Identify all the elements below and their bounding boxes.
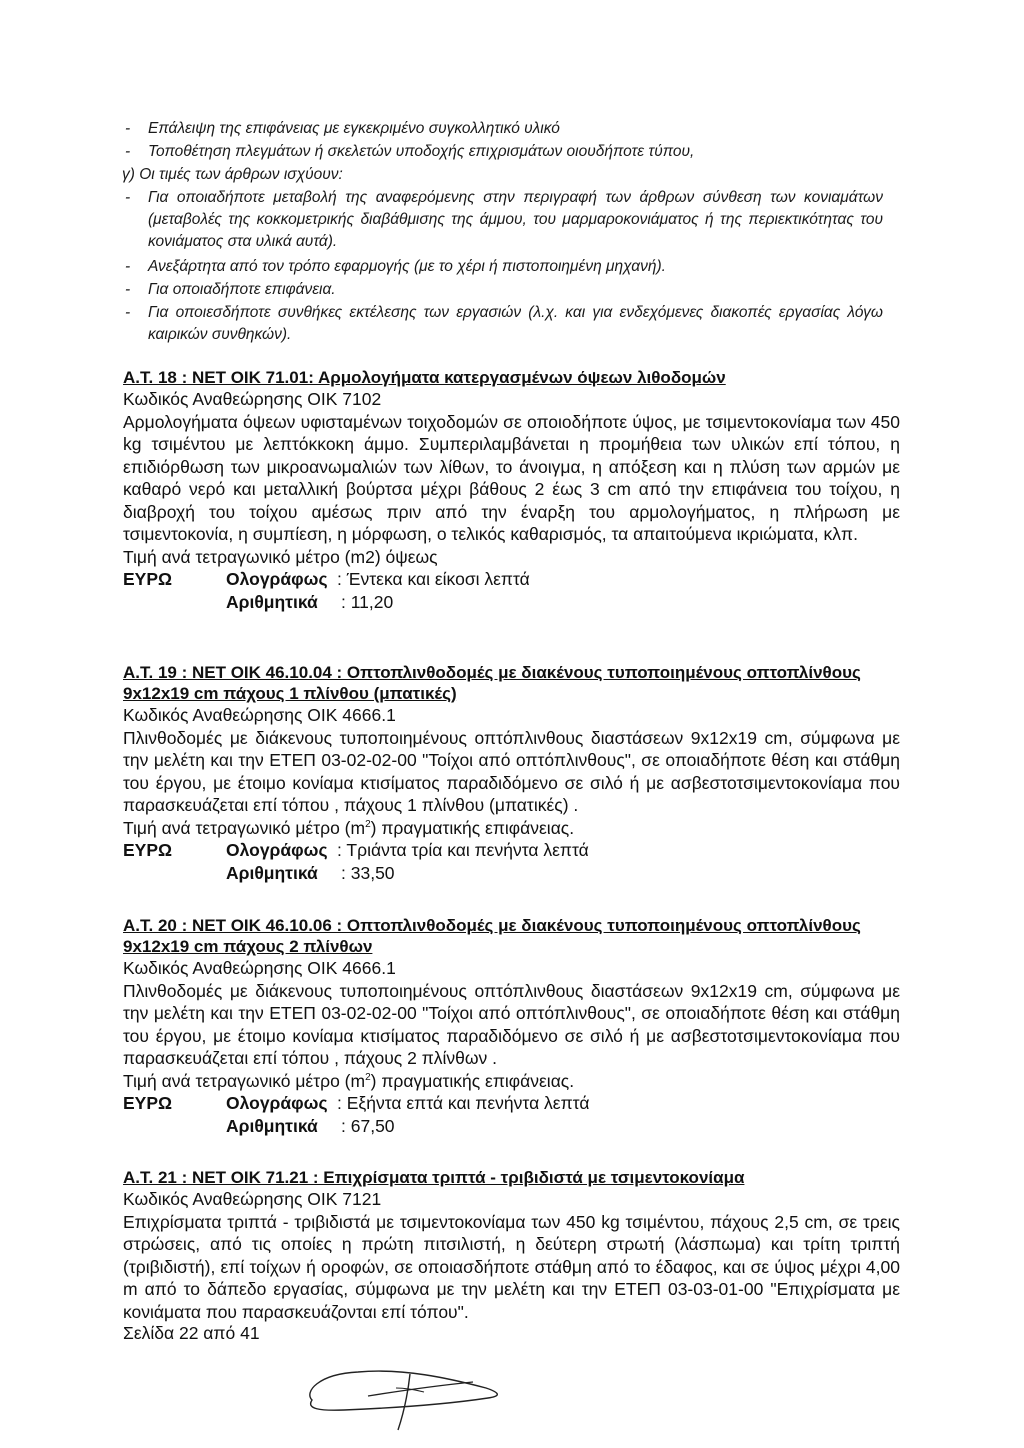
list-dash: - — [125, 189, 131, 206]
item-heading: Α.Τ. 19 : ΝΕΤ ΟΙΚ 46.10.04 : Οπτοπλινθοδομές με διακένους τυποποιημένους οπτοπλίνθους 9x12x19 cm πάχους 1 πλίνθου (μπατικές) — [123, 663, 861, 703]
currency-label: ΕΥΡΩ — [123, 840, 173, 860]
list-dash: - — [125, 281, 131, 298]
price-item — [123, 367, 900, 614]
revision-code: Κωδικός Αναθεώρησης ΟΙΚ 4666.1 — [123, 958, 396, 978]
item-description: Πλινθοδομές με διάκενους τυποποιημένους οπτόπλινθους διαστάσεων 9x12x19 cm, σύμφωνα με την μελέτη και την ΕΤΕΠ 03-02-02-00 "Τοίχοι από οπτόπλινθους", σε οποιαδήποτε θέση και στάθμη του έργου, με έτοιμο κονίαμα κτισίματος παραδιδόμενο σε σιλό ή με ασβεστοτσιμεντοκονίαμα που παρασκευάζεται επί τόπου , πάχους 2 πλίνθων . — [123, 980, 900, 1068]
price-block — [123, 568, 900, 614]
list-item: Επάλειψη της επιφάνειας με εγκεκριμένο συγκολλητικό υλικό — [148, 120, 560, 137]
list-item: Ανεξάρτητα από τον τρόπο εφαρμογής (με το χέρι ή πιστοποιημένη μηχανή). — [148, 258, 666, 275]
unit-line: Τιμή ανά τετραγωνικό μέτρο $(m^2)$ πραγματικής επιφάνειας. — [123, 817, 575, 838]
price-number: : 33,50 — [341, 863, 395, 883]
revision-code: Κωδικός Αναθεώρησης ΟΙΚ 4666.1 — [123, 705, 396, 725]
item-description: Αρμολογήματα όψεων υφισταμένων τοιχοδομών σε οποιοδήποτε ύψος, με τσιμεντοκονίαμα των 450 kg τσιμέντου με λεπτόκκοκη άμμο. Συμπεριλαμβάνεται η προμήθεια των υλικών επί τόπου, η επιδιόρθωση των μικροανωμαλιών των λίθων, το άνοιγμα, η απόξεση και η πλύση των αρμών με καθαρό νερό και μεταλλική βούρτσα μέχρι βάθους 2 έως 3 cm από την επιφάνεια του τοίχου, η διαβροχή του τοίχου αμέσως πριν από την έναρξη του αρμολογήματος, η πλήρωση με τσιμεντοκονία, η συμπίεση, η μόρφωση, ο τελικός καθαρισμός, τα απαιτούμενα ικριώματα, κλπ. — [123, 411, 900, 544]
words-label: Ολογράφως — [226, 840, 328, 860]
price-item — [123, 662, 900, 885]
list-dash: - — [125, 304, 131, 321]
item-heading: Α.Τ. 20 : ΝΕΤ ΟΙΚ 46.10.06 : Οπτοπλινθοδομές με διακένους τυποποιημένους οπτοπλίνθους 9x12x19 cm πάχους 2 πλίνθων — [123, 916, 861, 956]
price-item — [123, 1167, 900, 1323]
price-in-words: : Εξήντα επτά και πενήντα λεπτά — [337, 1093, 590, 1113]
list-item: Για οποιαδήποτε μεταβολή της αναφερόμενης στην περιγραφή των άρθρων σύνθεση των κονιαμάτων (μεταβολές της κοκκομετρικής διαβάθμισης της άμμου, του μαρμαροκονιάματος ή της περιεκτικότητας του κονιάματος στα υλικά αυτά). — [148, 189, 883, 250]
numbers-label: Αριθμητικά — [226, 1116, 318, 1136]
numbers-label: Αριθμητικά — [226, 592, 318, 612]
unit-line: Τιμή ανά τετραγωνικό μέτρο (m2) όψεως — [123, 546, 438, 567]
item-description: Επιχρίσματα τριπτά - τριβιδιστά με τσιμεντοκονίαμα των 450 kg τσιμέντου, πάχους 2,5 cm, σε τρεις στρώσεις, από τις οποίες η πρώτη πιτσιλιστή, η δεύτερη στρωτή (λάσπωμα) και τρίτη τριπτή (τριβιδιστή), επί τοίχων ή οροφών, σε οποιασδήποτε στάθμη από το έδαφος, και σε ύψος μέχρι 4,00 m από το δάπεδο εργασίας, σύμφωνα με την μελέτη και την ΕΤΕΠ 03-03-01-00 "Επιχρίσματα με κονιάματα που παρασκευάζονται επί τόπου". — [123, 1211, 900, 1322]
list-item: Για οποιαδήποτε επιφάνεια. — [148, 281, 336, 298]
list-dash: - — [125, 143, 131, 160]
item-heading: Α.Τ. 21 : ΝΕΤ ΟΙΚ 71.21 : Επιχρίσματα τριπτά - τριβιδιστά με τσιμεντοκονίαμα — [123, 1168, 745, 1187]
currency-label: ΕΥΡΩ — [123, 569, 173, 589]
unit-line: Τιμή ανά τετραγωνικό μέτρο $(m^2)$ πραγματικής επιφάνειας. — [123, 1070, 575, 1091]
price-number: : 67,50 — [341, 1116, 395, 1136]
revision-code: Κωδικός Αναθεώρησης ΟΙΚ 7121 — [123, 1189, 382, 1209]
price-block — [123, 1092, 900, 1138]
numbers-label: Αριθμητικά — [226, 863, 318, 883]
page-number: Σελίδα 22 από 41 — [123, 1323, 260, 1343]
list-heading: γ) Οι τιμές των άρθρων ισχύουν: — [122, 166, 343, 183]
price-in-words: : Τριάντα τρία και πενήντα λεπτά — [337, 840, 589, 860]
price-number: : 11,20 — [341, 592, 394, 612]
revision-code: Κωδικός Αναθεώρησης ΟΙΚ 7102 — [123, 389, 382, 409]
price-block — [123, 839, 900, 885]
list-item: Τοποθέτηση πλεγμάτων ή σκελετών υποδοχής επιχρισμάτων οιουδήποτε τύπου, — [148, 143, 695, 160]
list-item: Για οποιεσδήποτε συνθήκες εκτέλεσης των εργασιών (λ.χ. και για ενδεχόμενες διακοπές εργασίας λόγω καιρικών συνθηκών). — [148, 304, 883, 343]
currency-label: ΕΥΡΩ — [123, 1093, 173, 1113]
list-dash: - — [125, 120, 131, 137]
item-description: Πλινθοδομές με διάκενους τυποποιημένους οπτόπλινθους διαστάσεων 9x12x19 cm, σύμφωνα με την μελέτη και την ΕΤΕΠ 03-02-02-00 "Τοίχοι από οπτόπλινθους", σε οποιαδήποτε θέση και στάθμη του έργου, με έτοιμο κονίαμα κτισίματος παραδιδόμενο σε σιλό ή με ασβεστοτσιμεντοκονίαμα που παρασκευάζεται επί τόπου , πάχους 1 πλίνθου (μπατικές) . — [123, 727, 900, 815]
price-in-words: : Έντεκα και είκοσι λεπτά — [337, 569, 530, 589]
words-label: Ολογράφως — [226, 1093, 328, 1113]
price-item — [123, 915, 900, 1138]
handwritten-signature — [298, 1352, 508, 1434]
item-heading: Α.Τ. 18 : ΝΕΤ ΟΙΚ 71.01: Αρμολογήματα κατεργασμένων όψεων λιθοδομών — [123, 368, 726, 387]
words-label: Ολογράφως — [226, 569, 328, 589]
list-dash: - — [125, 258, 131, 275]
